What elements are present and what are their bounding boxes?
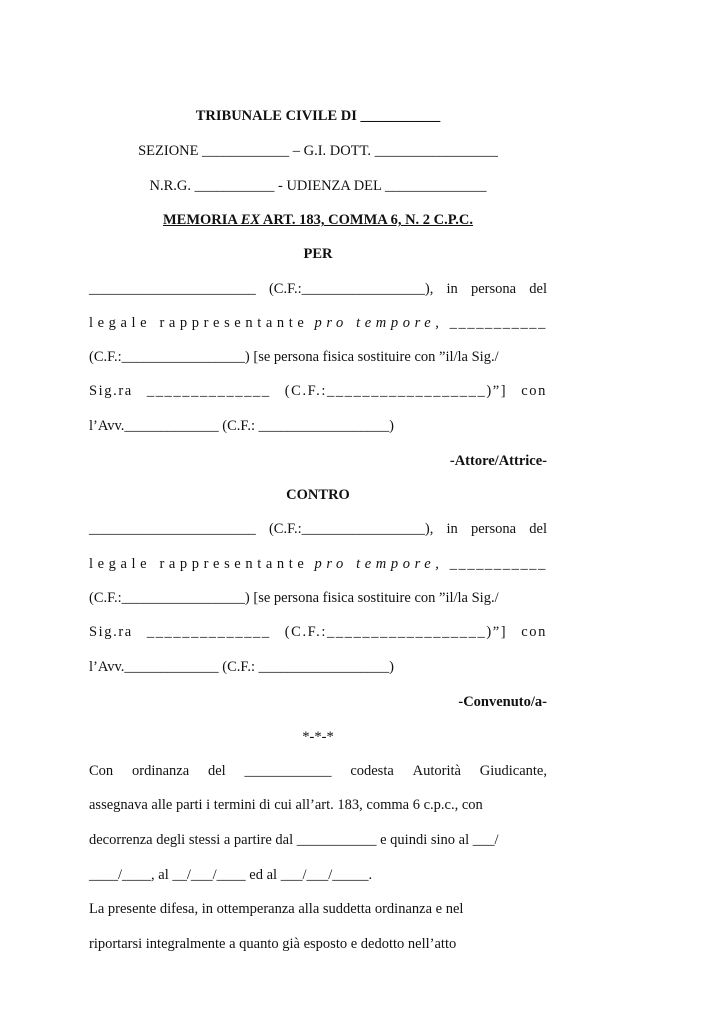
memoria-heading bbox=[89, 210, 547, 230]
contro-line-5: l’Avv._____________ (C.F.: __________________) bbox=[89, 659, 394, 675]
separator: *-*-* bbox=[302, 729, 334, 745]
p1-word-ordinanza: ordinanza bbox=[131, 763, 190, 779]
body-p1-line-4: ____/____, al __/___/____ ed al ___/___/_____. bbox=[89, 867, 373, 883]
per-cf: (C.F.:_________________), bbox=[268, 281, 434, 297]
section-line: SEZIONE ____________ – G.I. DOTT. _________________ bbox=[138, 143, 498, 159]
contro-rep-blank: ___________ bbox=[449, 556, 547, 572]
p1-date-blank: ____________ bbox=[244, 763, 332, 779]
contro-line-4 bbox=[89, 622, 547, 642]
per-party-blank: _______________________ bbox=[89, 281, 256, 297]
per-heading: PER bbox=[303, 246, 333, 262]
p1-word-codesta: codesta bbox=[350, 763, 394, 779]
contro-legale: legale rappresentante bbox=[89, 556, 309, 572]
contro-line-2 bbox=[89, 554, 547, 574]
per-sigra: Sig.ra bbox=[89, 383, 133, 399]
body-p1-line-3: decorrenza degli stessi a partire dal ___________ e quindi sino al ___/ bbox=[89, 832, 499, 848]
per-rep-blank: ___________ bbox=[449, 315, 547, 331]
per-line-5: l’Avv._____________ (C.F.: __________________) bbox=[89, 418, 394, 434]
contro-heading: CONTRO bbox=[286, 487, 350, 503]
contro-sigra: Sig.ra bbox=[89, 624, 133, 640]
nrg-line: N.R.G. ___________ - UDIENZA DEL ______________ bbox=[149, 178, 487, 194]
body-p1-line-1 bbox=[89, 761, 547, 781]
body-p1-line-2: assegnava alle parti i termini di cui all’art. 183, comma 6 c.p.c., con bbox=[89, 797, 483, 813]
per-word-in: in bbox=[446, 281, 458, 297]
contro-sigra-cf: (C.F.:__________________)”] bbox=[284, 624, 508, 640]
per-line-3: (C.F.:_________________) [se persona fisica sostituire con ”il/la Sig./ bbox=[89, 349, 499, 365]
memoria-post: ART. 183, COMMA 6, N. 2 C.P.C. bbox=[260, 212, 474, 228]
contro-role: -Convenuto/a- bbox=[458, 694, 547, 710]
body-p2-line-1: La presente difesa, in ottemperanza alla suddetta ordinanza e nel bbox=[89, 901, 464, 917]
contro-line-3: (C.F.:_________________) [se persona fisica sostituire con ”il/la Sig./ bbox=[89, 590, 499, 606]
per-word-del: del bbox=[529, 281, 547, 297]
per-legale: legale rappresentante bbox=[89, 315, 309, 331]
memoria-ex: EX bbox=[240, 212, 261, 228]
per-line-4 bbox=[89, 381, 547, 401]
contro-pro-tempore: pro tempore, bbox=[314, 556, 444, 572]
contro-party-blank: _______________________ bbox=[89, 521, 256, 537]
contro-word-persona: persona bbox=[470, 521, 517, 537]
p1-word-giudicante: Giudicante, bbox=[479, 763, 547, 779]
body-p2-line-2: riportarsi integralmente a quanto già esposto e dedotto nell’atto bbox=[89, 936, 457, 952]
p1-word-con: Con bbox=[89, 763, 114, 779]
per-role: -Attore/Attrice- bbox=[449, 453, 547, 469]
contro-cf: (C.F.:_________________), bbox=[268, 521, 434, 537]
per-word-persona: persona bbox=[470, 281, 517, 297]
p1-word-autorita: Autorità bbox=[412, 763, 461, 779]
per-con: con bbox=[521, 383, 547, 399]
contro-word-in: in bbox=[446, 521, 458, 537]
court-title: TRIBUNALE CIVILE DI ___________ bbox=[195, 108, 441, 124]
per-sigra-cf: (C.F.:__________________)”] bbox=[284, 383, 508, 399]
contro-word-del: del bbox=[529, 521, 547, 537]
contro-line-1 bbox=[89, 519, 547, 539]
per-sigra-blank: ______________ bbox=[146, 383, 271, 399]
p1-word-del: del bbox=[207, 763, 226, 779]
per-line-1 bbox=[89, 279, 547, 299]
contro-con: con bbox=[521, 624, 547, 640]
memoria-pre: MEMORIA bbox=[162, 212, 241, 228]
per-line-2 bbox=[89, 313, 547, 333]
contro-sigra-blank: ______________ bbox=[146, 624, 271, 640]
per-pro-tempore: pro tempore, bbox=[314, 315, 444, 331]
